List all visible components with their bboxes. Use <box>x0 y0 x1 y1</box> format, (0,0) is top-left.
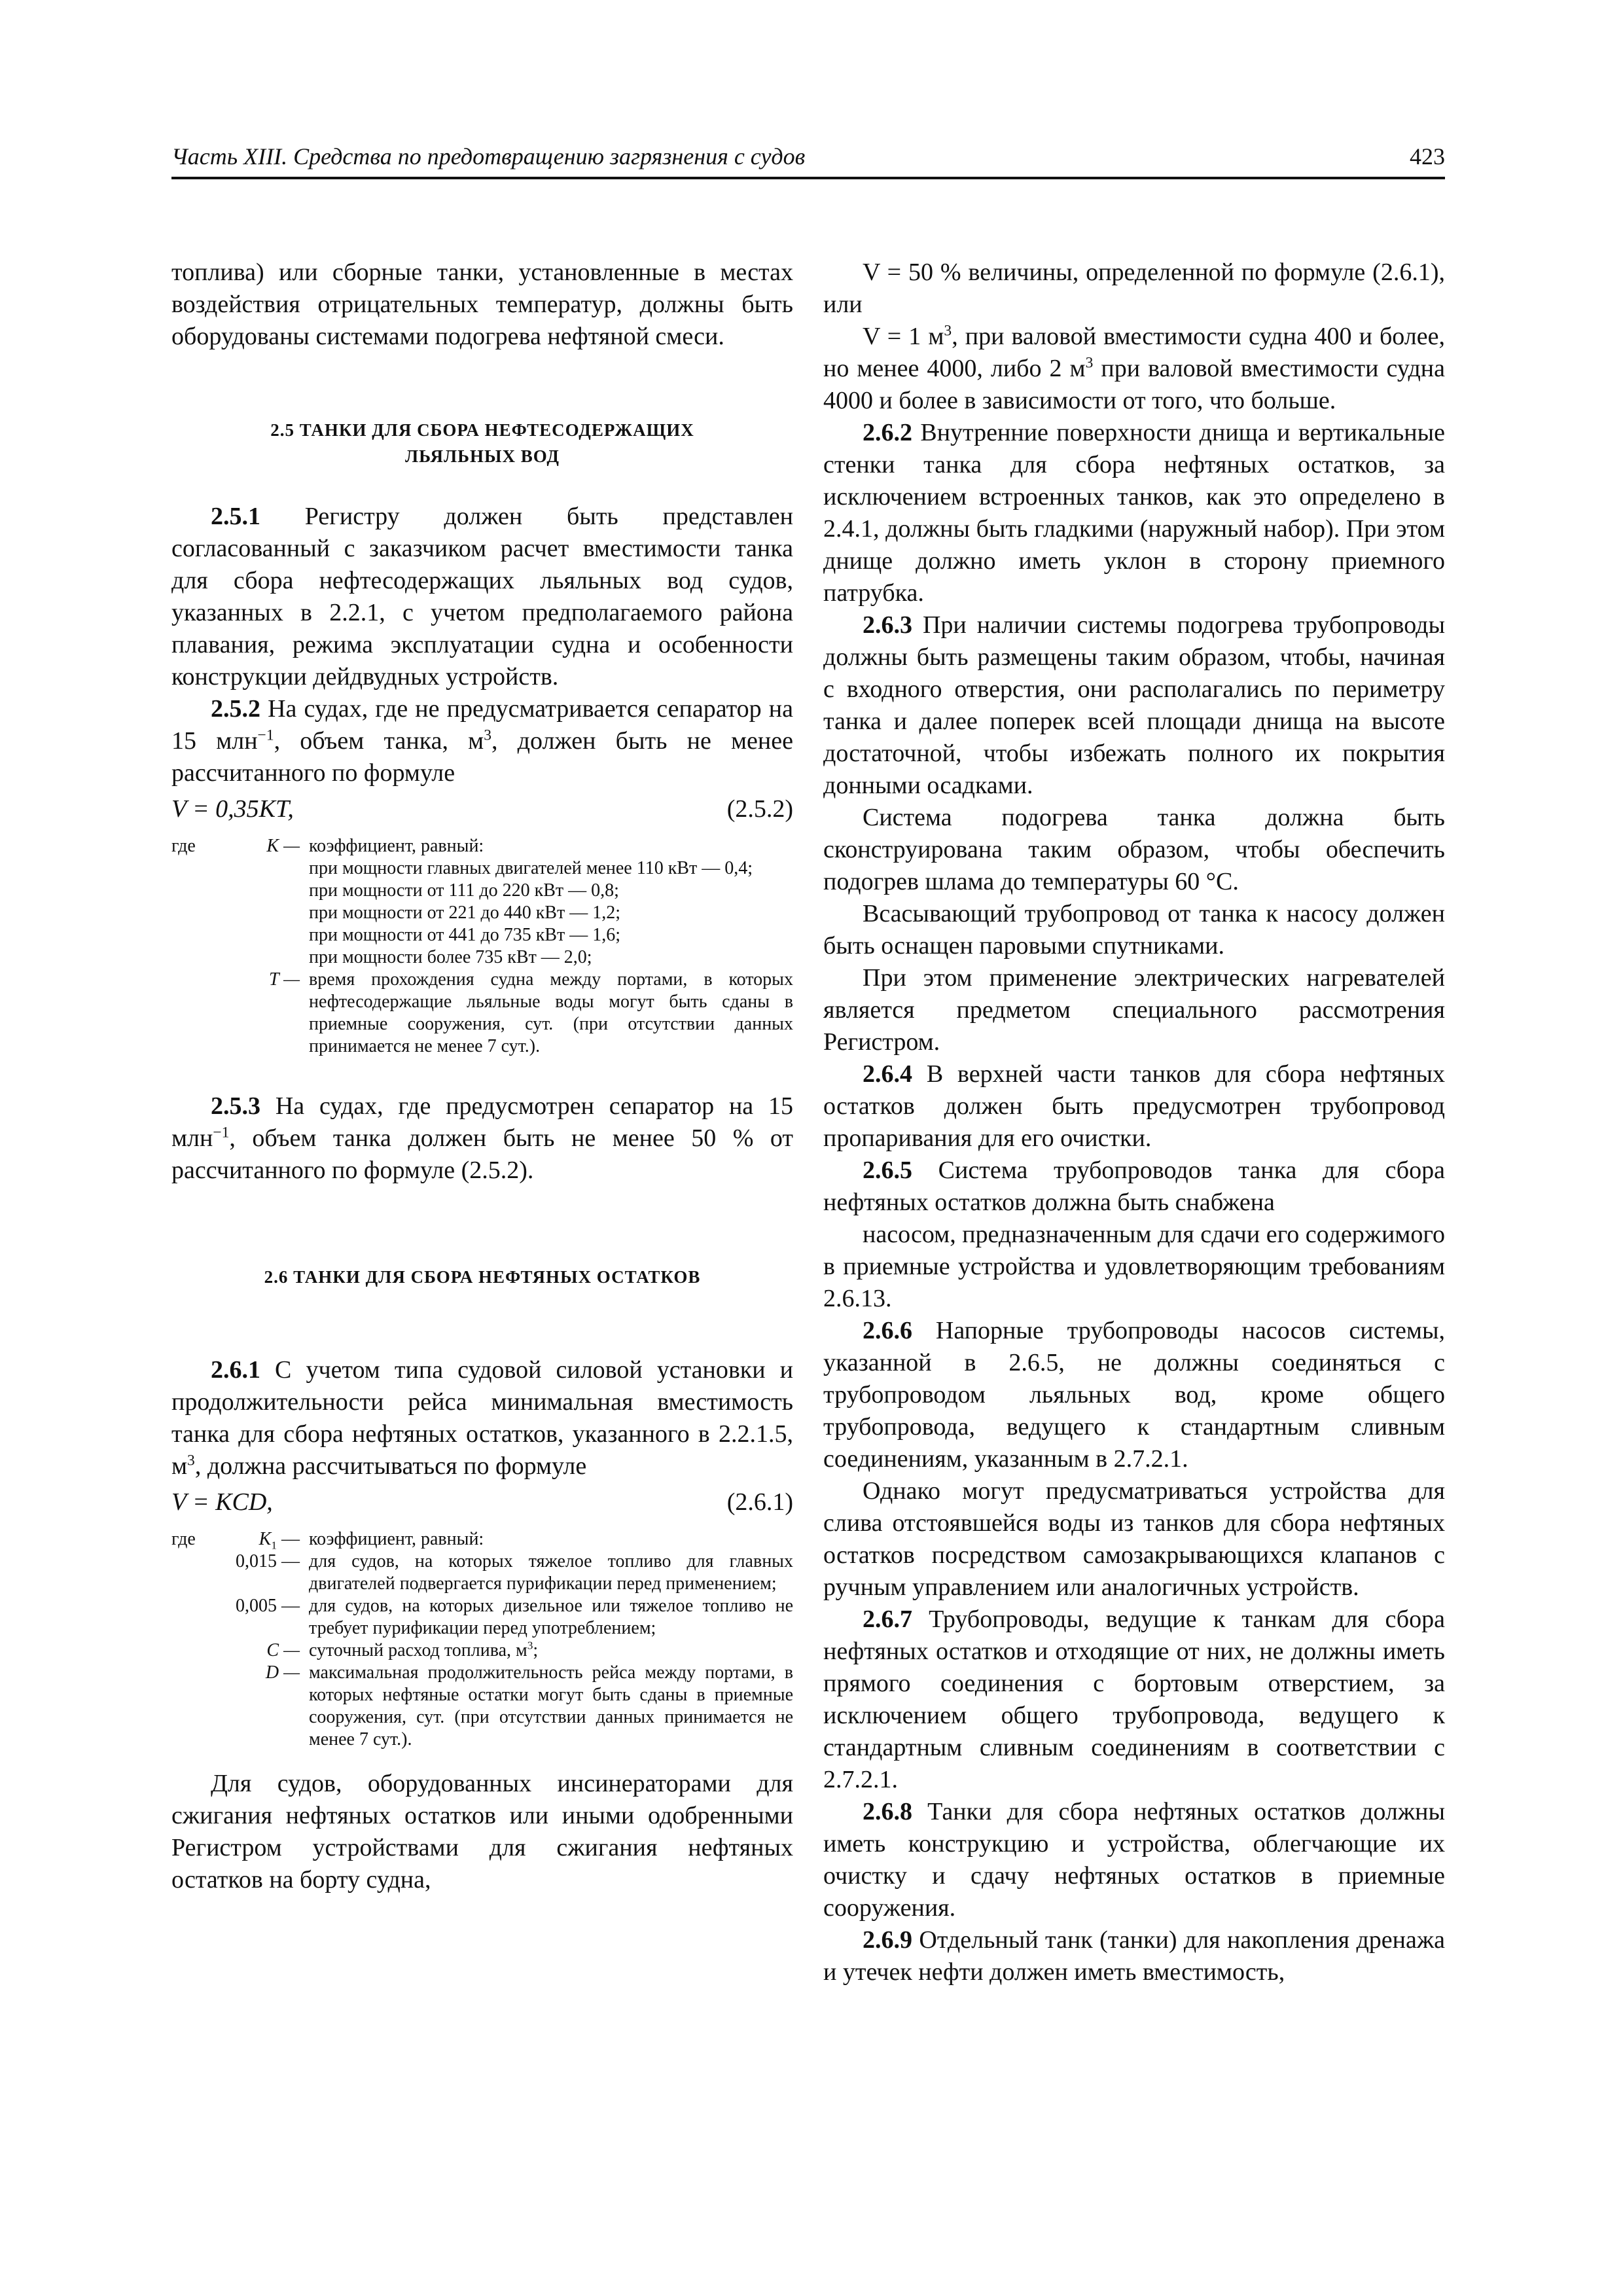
right-column <box>823 257 1445 1988</box>
paragraph-2-6-9: 2.6.9 Отдельный танк (танки) для накопления дренажа и утечек нефти должен иметь вместимость, <box>823 1926 1445 1986</box>
v-50-percent: V = 50 % величины, определенной по формуле (2.6.1), или <box>823 259 1445 318</box>
legend-2-6-1: где $K_1$ — коэффициент, равный: 0,015 — для судов, на которых тяжелое топливо для главных двигателей подвергается пурификации перед применением; 0,005 — для судов, на которых дизельное или тяжелое топливо не требует пурификации перед употреблением; C — суточный расход топлива, $м^3$; D — максимальная продолжительность рейса между портами, в которых нефтяные остатки могут быть сданы в приемные сооружения, сут. (при отсутствии данных принимается не менее 7 сут.). <box>171 1529 793 1749</box>
paragraph-2-6-2: 2.6.2 Внутренние поверхности днища и вертикальные стенки танка для сбора нефтяных остатков, за исключением встроенных танков, как это определено в 2.4.1, должны быть гладкими (наружный набор). При этом днище должно иметь уклон в сторону приемного патрубка. <box>823 419 1445 607</box>
section-2-5-title: 2.5 ТАНКИ ДЛЯ СБОРА НЕФТЕСОДЕРЖАЩИХ ЛЬЯЛЬНЫХ ВОД <box>270 420 694 466</box>
formula-2-6-1: V = KCD, (2.6.1) <box>171 1486 793 1519</box>
paragraph-2-5-2: 2.5.2 На судах, где не предусматривается сепаратор на 15 млн$^{-1}$, объем танка, $м^3$, должен быть не менее рассчитанного по формуле <box>171 695 793 787</box>
formula-number: (2.5.2) <box>726 795 793 823</box>
paragraph-2-6-4: 2.6.4 В верхней части танков для сбора нефтяных остатков должен быть предусмотрен трубопровод пропаривания для его очистки. <box>823 1060 1445 1152</box>
paragraph-2-6-3: 2.6.3 При наличии системы подогрева трубопроводы должны быть размещены таким образом, чтобы, начиная с входного отверстия, они располагались по периметру танка и далее поперек всей площади днища на высоте достаточной, чтобы избежать полного их покрытия донными осадками. <box>823 611 1445 799</box>
formula-2-5-2: V = 0,35KT, (2.5.2) <box>171 793 793 826</box>
paragraph-2-6-8: 2.6.8 Танки для сбора нефтяных остатков должны иметь конструкцию и устройства, облегчающие их очистку и сдачу нефтяных остатков в приемные сооружения. <box>823 1798 1445 1922</box>
paragraph-2-5-3: 2.5.3 На судах, где предусмотрен сепаратор на 15 млн$^{-1}$, объем танка должен быть не менее 50 % от рассчитанного по формуле (2.5.2). <box>171 1092 793 1184</box>
pump-paragraph: насосом, предназначенным для сдачи его содержимого в приемные устройства и удовлетворяющим требованиям 2.6.13. <box>823 1221 1445 1312</box>
page-number: 423 <box>1410 143 1445 170</box>
section-2-6-title: 2.6 ТАНКИ ДЛЯ СБОРА НЕФТЯНЫХ ОСТАТКОВ <box>264 1267 701 1287</box>
electric-paragraph: При этом применение электрических нагревателей является предметом специального рассмотрения Регистром. <box>823 964 1445 1056</box>
suction-paragraph: Всасывающий трубопровод от танка к насосу должен быть оснащен паровыми спутниками. <box>823 900 1445 960</box>
incinerator-paragraph: Для судов, оборудованных инсинераторами для сжигания нефтяных остатков или иными одобренными Регистром устройствами для сжигания нефтяных остатков на борту судна, <box>171 1770 793 1893</box>
header-rule <box>171 177 1445 179</box>
intro-paragraph: топлива) или сборные танки, установленные в местах воздействия отрицательных температур, должны быть оборудованы системами подогрева нефтяной смеси. <box>171 259 793 350</box>
running-title: Часть XIII. Средства по предотвращению загрязнения с судов <box>171 143 806 170</box>
v-1-m3: V = 1 $м^3$, при валовой вместимости судна 400 и более, но менее 4000, либо 2 $м^3$ при валовой вместимости судна 4000 и более в зависимости от того, что больше. <box>823 322 1445 414</box>
formula-number: (2.6.1) <box>726 1488 793 1516</box>
paragraph-2-6-7: 2.6.7 Трубопроводы, ведущие к танкам для сбора нефтяных остатков и отходящие от них, не должны иметь прямого соединения с бортовым отверстием, за исключением общего трубопровода, ведущего к стандартным сливным соединениям в соответствии с 2.7.2.1. <box>823 1605 1445 1793</box>
left-column <box>171 257 793 1896</box>
paragraph-2-5-1: 2.5.1 Регистру должен быть представлен согласованный с заказчиком расчет вместимости танка для сбора нефтесодержащих льяльных вод судов, указанных в 2.2.1, с учетом предполагаемого района плавания, режима эксплуатации судна и особенности конструкции дейдвудных устройств. <box>171 503 793 691</box>
heating-paragraph: Система подогрева танка должна быть сконструирована таким образом, чтобы обеспечить подогрев шлама до температуры 60 °С. <box>823 804 1445 895</box>
drain-paragraph: Однако могут предусматриваться устройства для слива отстоявшейся воды из танков для сбора нефтяных остатков посредством самозакрывающихся клапанов с ручным управлением или аналогичных устройств. <box>823 1477 1445 1601</box>
page-header <box>171 139 1445 175</box>
paragraph-2-6-1: 2.6.1 С учетом типа судовой силовой установки и продолжительности рейса минимальная вместимость танка для сбора нефтяных остатков, указанного в 2.2.1.5, $м^3$, должна рассчитываться по формуле <box>171 1356 793 1480</box>
legend-2-5-2: где K — коэффициент, равный: при мощности главных двигателей менее 110 кВт — 0,4; при мощности от 111 до 220 кВт — 0,8; при мощности от 221 до 440 кВт — 1,2; при мощности от 441 до 735 кВт — 1,6; при мощности более 735 кВт — 2,0; T — время прохождения судна между портами, в которых нефтесодержащие льяльные воды могут быть сданы в приемные сооружения, сут. (при отсутствии данных принимается не менее 7 сут.). <box>171 836 793 1056</box>
paragraph-2-6-6: 2.6.6 Напорные трубопроводы насосов системы, указанной в 2.6.5, не должны соединяться с трубопроводом льяльных вод, кроме общего трубопровода, ведущего к стандартным сливным соединениям, указанным в 2.7.2.1. <box>823 1317 1445 1473</box>
paragraph-2-6-5: 2.6.5 Система трубопроводов танка для сбора нефтяных остатков должна быть снабжена <box>823 1157 1445 1216</box>
